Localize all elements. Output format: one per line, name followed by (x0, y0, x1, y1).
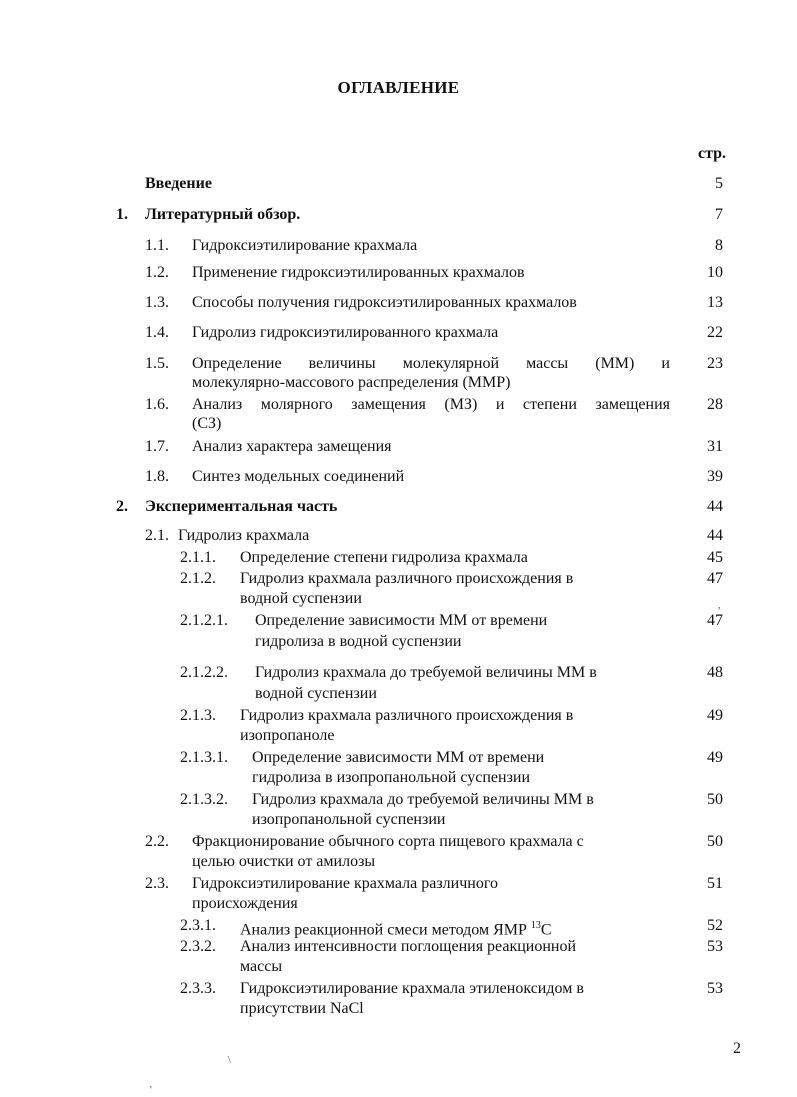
toc-entry-text-cont: гидролиза в изопропанольной суспензии (252, 769, 531, 786)
toc-entry-number: 1.7. (145, 438, 169, 455)
toc-entry-text: Анализ характера замещения (192, 438, 392, 455)
toc-entry-number: 2. (116, 498, 128, 515)
toc-entry-text-cont: массы (240, 958, 283, 975)
toc-entry-text: Гидролиз крахмала различного происхождения в (240, 570, 574, 587)
toc-entry-page: 53 (707, 938, 723, 955)
toc-entry-text-cont: водной суспензии (255, 685, 377, 702)
toc-entry-page: 28 (707, 396, 723, 413)
toc-entry-text: Фракционирование обычного сорта пищевого крахмала с (192, 833, 584, 850)
toc-entry-number: 1.5. (145, 355, 169, 372)
toc-entry-text-cont: изопропаноле (240, 727, 335, 744)
toc-entry-text-cont: молекулярно-массового распределения (ММР) (192, 374, 511, 391)
toc-entry-text-cont: гидролиза в водной суспензии (255, 633, 462, 650)
toc-entry-text: Литературный обзор. (145, 206, 301, 223)
toc-entry-page: 31 (707, 438, 723, 455)
toc-entry-number: 2.1.3. (180, 707, 216, 724)
toc-entry-text-main: Анализ реакционной смеси методом ЯМР (240, 921, 531, 939)
toc-entry-page: 39 (707, 468, 723, 485)
toc-entry-number: 1. (116, 206, 128, 223)
toc-entry-page: 13 (707, 294, 723, 311)
toc-entry-number: 1.1. (145, 237, 169, 254)
toc-entry-page: 45 (707, 549, 723, 566)
toc-entry-page: 53 (707, 980, 723, 997)
page-column-header: стр. (698, 145, 727, 162)
toc-entry-text: Гидроксиэтилирование крахмала различного (192, 875, 498, 892)
toc-entry-page: 10 (707, 264, 723, 281)
toc-entry-page: 22 (707, 324, 723, 341)
toc-entry-text: Определение степени гидролиза крахмала (240, 549, 528, 566)
toc-entry-text: Гидролиз крахмала (178, 527, 310, 544)
toc-entry-text: Синтез модельных соединений (192, 468, 405, 485)
toc-entry-text-cont: целью очистки от амилозы (192, 853, 376, 870)
toc-entry-page: 49 (707, 707, 723, 724)
toc-entry-page: 48 (707, 664, 723, 681)
page-number: 2 (733, 1040, 741, 1057)
toc-entry-page: 5 (715, 175, 723, 192)
toc-entry-number: 2.1.3.1. (180, 749, 228, 766)
isotope-superscript: 13 (530, 920, 541, 931)
toc-entry-number: 2.1.1. (180, 549, 216, 566)
toc-entry-text: Введение (145, 175, 212, 192)
toc-entry-page: 44 (707, 498, 723, 515)
toc-entry-text: Гидроксиэтилирование крахмала (192, 237, 418, 254)
toc-entry-text: Гидроксиэтилирование крахмала этиленоксидом в (240, 980, 584, 997)
toc-entry-text: Определение зависимости ММ от времени (255, 612, 548, 629)
toc-entry-page: 47 (707, 570, 723, 587)
toc-entry-number: 1.3. (145, 294, 169, 311)
toc-entry-page: 50 (707, 833, 723, 850)
toc-entry-text: Гидролиз гидроксиэтилированного крахмала (192, 324, 499, 341)
toc-entry-text-cont: (СЗ) (192, 415, 222, 432)
toc-entry-text-cont: изопропанольной суспензии (252, 811, 446, 828)
toc-entry-number: 1.6. (145, 396, 169, 413)
toc-entry-number: 2.1.2.1. (180, 612, 228, 629)
toc-entry-page: 44 (707, 527, 723, 544)
toc-entry-text-tail: С (540, 921, 552, 939)
toc-entry-text: Определение величины молекулярной массы (ММ) и (192, 355, 670, 372)
toc-entry-text: Анализ интенсивности поглощения реакционной (240, 938, 577, 955)
toc-entry-number: 2.3.1. (180, 917, 216, 934)
toc-entry-text: Определение зависимости ММ от времени (252, 749, 545, 766)
toc-entry-text: Гидролиз крахмала до требуемой величины ММ в (252, 791, 594, 808)
toc-entry-page: 52 (707, 917, 723, 934)
toc-entry-page: 51 (707, 875, 723, 892)
toc-entry-number: 2.1.2.2. (180, 664, 228, 681)
toc-entry-text-cont: водной суспензии (240, 590, 362, 607)
toc-entry-text: Гидролиз крахмала различного происхождения в (240, 707, 574, 724)
toc-entry-page: 7 (715, 206, 723, 223)
page-title: ОГЛАВЛЕНИЕ (337, 78, 460, 97)
toc-entry-number: 2.1.2. (180, 570, 216, 587)
toc-entry-number: 1.2. (145, 264, 169, 281)
toc-entry-number: 2.3.3. (180, 980, 216, 997)
toc-entry-number: 1.8. (145, 468, 169, 485)
scan-speck: , (718, 600, 721, 611)
toc-entry-page: 50 (707, 791, 723, 808)
toc-entry-number: 1.4. (145, 324, 169, 341)
toc-entry-page: 23 (707, 355, 723, 372)
scan-speck: \ (228, 1055, 231, 1066)
toc-entry-text: Анализ молярного замещения (МЗ) и степени замещения (192, 396, 670, 413)
toc-entry-page: 47 (707, 612, 723, 629)
toc-entry-text: Гидролиз крахмала до требуемой величины ММ в (255, 664, 597, 681)
toc-entry-text-cont: происхождения (192, 895, 298, 912)
toc-entry-text: Способы получения гидроксиэтилированных крахмалов (192, 294, 577, 311)
toc-entry-page: 8 (715, 237, 723, 254)
scan-speck: ' (150, 1085, 152, 1096)
toc-entry-number: 2.2. (145, 833, 169, 850)
toc-entry-text-cont: присутствии NaCl (240, 1000, 364, 1017)
toc-entry-text: Применение гидроксиэтилированных крахмалов (192, 264, 525, 281)
toc-entry-number: 2.1.3.2. (180, 791, 228, 808)
toc-entry-text: Экспериментальная часть (145, 498, 338, 515)
toc-entry-number: 2.3. (145, 875, 169, 892)
toc-entry-number: 2.1. (145, 527, 169, 544)
toc-entry-page: 49 (707, 749, 723, 766)
toc-entry-number: 2.3.2. (180, 938, 216, 955)
